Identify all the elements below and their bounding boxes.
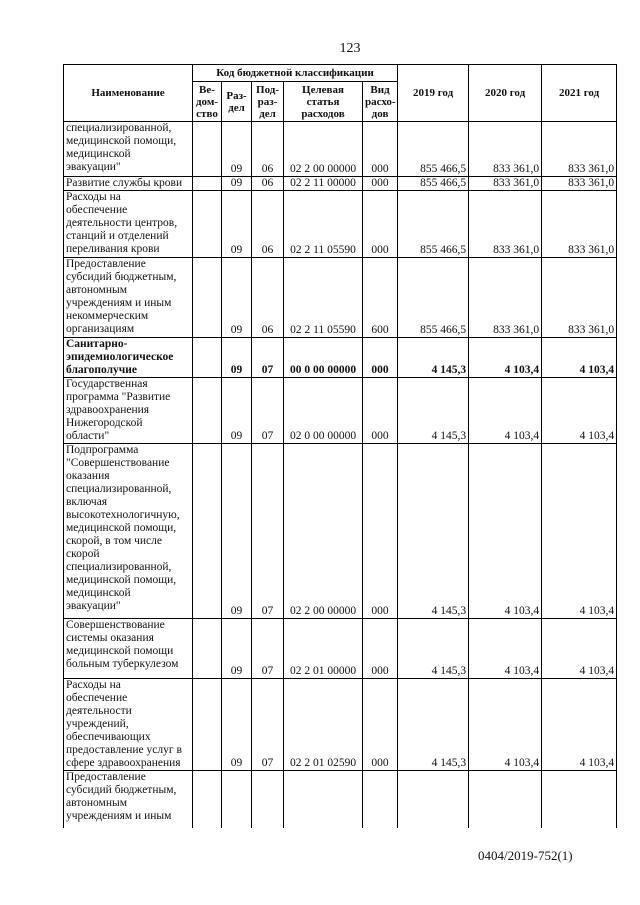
value-2020: 4 103,4 — [469, 679, 542, 771]
table-row — [64, 771, 617, 828]
value-2020: 833 361,0 — [469, 177, 542, 191]
header-podrazdel: Под- раз- дел — [252, 82, 284, 122]
table-row — [64, 258, 617, 338]
csr-cell: 02 2 00 00000 — [284, 122, 363, 177]
podrazdel-cell: 07 — [252, 338, 284, 378]
razdel-cell: 09 — [222, 338, 252, 378]
value-2019: 4 145,3 — [398, 378, 469, 444]
row-name: Расходы на обеспечение деятельности центров, станций и отделений переливания крови — [64, 191, 193, 258]
razdel-cell: 09 — [222, 258, 252, 338]
header-2020: 2020 год — [469, 65, 542, 122]
table-row — [64, 122, 617, 177]
vr-cell — [363, 771, 398, 828]
razdel-cell: 09 — [222, 191, 252, 258]
csr-cell: 02 2 01 02590 — [284, 679, 363, 771]
value-2021: 4 103,4 — [542, 444, 617, 619]
podrazdel-cell: 07 — [252, 619, 284, 679]
csr-cell: 02 2 01 00000 — [284, 619, 363, 679]
row-name: Совершенствование системы оказания медицинской помощи больным туберкулезом — [64, 619, 193, 679]
row-name: специализированной, медицинской помощи, медицинской эвакуации" — [64, 122, 193, 177]
csr-cell: 02 2 11 05590 — [284, 191, 363, 258]
row-name: Расходы на обеспечение деятельности учреждений, обеспечивающих предоставление услуг в сфере здравоохранения — [64, 679, 193, 771]
row-name: Государственная программа "Развитие здравоохранения Нижегородской области" — [64, 378, 193, 444]
value-2020 — [469, 771, 542, 828]
razdel-cell: 09 — [222, 378, 252, 444]
ved-cell — [193, 191, 222, 258]
ved-cell — [193, 177, 222, 191]
header-2019: 2019 год — [398, 65, 469, 122]
table-row — [64, 619, 617, 679]
value-2021: 833 361,0 — [542, 258, 617, 338]
row-name: Развитие службы крови — [64, 177, 193, 191]
vr-cell: 600 — [363, 258, 398, 338]
ved-cell — [193, 338, 222, 378]
value-2021: 4 103,4 — [542, 378, 617, 444]
row-name: Предоставление субсидий бюджетным, автономным учреждениям и иным — [64, 771, 193, 828]
razdel-cell: 09 — [222, 679, 252, 771]
value-2021 — [542, 771, 617, 828]
razdel-cell: 09 — [222, 619, 252, 679]
vr-cell: 000 — [363, 122, 398, 177]
csr-cell: 02 2 11 05590 — [284, 258, 363, 338]
podrazdel-cell: 06 — [252, 177, 284, 191]
document-code: 0404/2019-752(1) — [478, 848, 573, 863]
podrazdel-cell: 06 — [252, 122, 284, 177]
csr-cell — [284, 771, 363, 828]
value-2021: 833 361,0 — [542, 177, 617, 191]
podrazdel-cell — [252, 771, 284, 828]
value-2021: 4 103,4 — [542, 619, 617, 679]
podrazdel-cell: 07 — [252, 679, 284, 771]
header-2021: 2021 год — [542, 65, 617, 122]
value-2020: 833 361,0 — [469, 191, 542, 258]
vr-cell: 000 — [363, 444, 398, 619]
ved-cell — [193, 378, 222, 444]
table-row — [64, 338, 617, 378]
csr-cell: 02 2 00 00000 — [284, 444, 363, 619]
razdel-cell: 09 — [222, 444, 252, 619]
vr-cell: 000 — [363, 619, 398, 679]
value-2019: 4 145,3 — [398, 619, 469, 679]
razdel-cell — [222, 771, 252, 828]
header-vr: Вид расхо- дов — [363, 82, 398, 122]
header-code-group: Код бюджетной классификации — [193, 65, 398, 82]
value-2020: 833 361,0 — [469, 122, 542, 177]
table-row — [64, 177, 617, 191]
ved-cell — [193, 619, 222, 679]
value-2019: 4 145,3 — [398, 679, 469, 771]
page-number: 123 — [339, 41, 361, 56]
header-name: Наименование — [64, 65, 193, 122]
table-row — [64, 191, 617, 258]
vr-cell: 000 — [363, 679, 398, 771]
podrazdel-cell: 07 — [252, 444, 284, 619]
value-2019: 4 145,3 — [398, 444, 469, 619]
razdel-cell: 09 — [222, 122, 252, 177]
csr-cell: 00 0 00 00000 — [284, 338, 363, 378]
table-row — [64, 679, 617, 771]
header-ved: Ве- дом- ство — [193, 82, 222, 122]
vr-cell: 000 — [363, 191, 398, 258]
header-csr: Целевая статья расходов — [284, 82, 363, 122]
vr-cell: 000 — [363, 378, 398, 444]
value-2021: 833 361,0 — [542, 191, 617, 258]
ved-cell — [193, 122, 222, 177]
razdel-cell: 09 — [222, 177, 252, 191]
podrazdel-cell: 06 — [252, 258, 284, 338]
ved-cell — [193, 258, 222, 338]
vr-cell: 000 — [363, 177, 398, 191]
table-row — [64, 444, 617, 619]
value-2020: 833 361,0 — [469, 258, 542, 338]
ved-cell — [193, 771, 222, 828]
ved-cell — [193, 679, 222, 771]
value-2021: 4 103,4 — [542, 679, 617, 771]
header-razdel: Раз- дел — [222, 82, 252, 122]
value-2019 — [398, 771, 469, 828]
podrazdel-cell: 07 — [252, 378, 284, 444]
budget-table — [63, 64, 617, 828]
value-2020: 4 103,4 — [469, 378, 542, 444]
csr-cell: 02 0 00 00000 — [284, 378, 363, 444]
value-2021: 833 361,0 — [542, 122, 617, 177]
csr-cell: 02 2 11 00000 — [284, 177, 363, 191]
table-row — [64, 378, 617, 444]
value-2019: 855 466,5 — [398, 122, 469, 177]
value-2019: 855 466,5 — [398, 258, 469, 338]
vr-cell: 000 — [363, 338, 398, 378]
value-2020: 4 103,4 — [469, 619, 542, 679]
ved-cell — [193, 444, 222, 619]
value-2019: 855 466,5 — [398, 177, 469, 191]
value-2020: 4 103,4 — [469, 338, 542, 378]
value-2020: 4 103,4 — [469, 444, 542, 619]
value-2019: 855 466,5 — [398, 191, 469, 258]
podrazdel-cell: 06 — [252, 191, 284, 258]
row-name: Санитарно- эпидемиологическое благополучие — [64, 338, 193, 378]
value-2019: 4 145,3 — [398, 338, 469, 378]
row-name: Подпрограмма "Совершенствование оказания специализированной, включая высокотехнологичную, медицинской помощи, скорой, в том числе скорой специализированной, медицинской помощи, медицинской эвакуации" — [64, 444, 193, 619]
row-name: Предоставление субсидий бюджетным, автономным учреждениям и иным некоммерческим организациям — [64, 258, 193, 338]
value-2021: 4 103,4 — [542, 338, 617, 378]
